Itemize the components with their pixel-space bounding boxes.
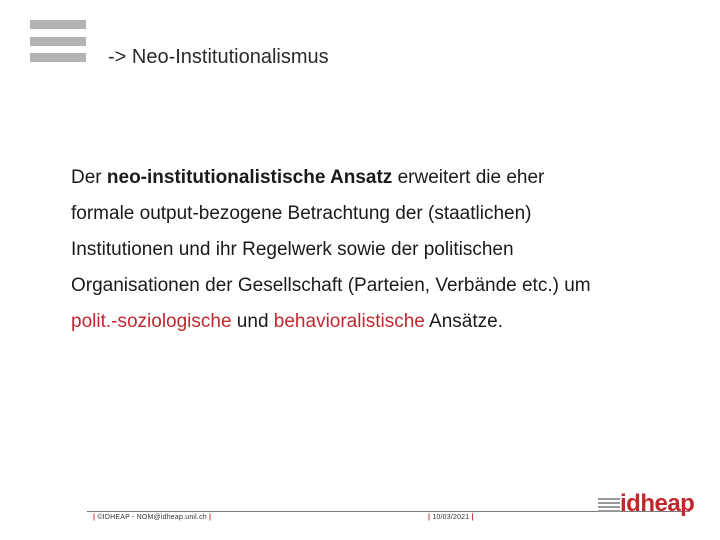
highlight-term: polit.-soziologische (71, 311, 232, 332)
logo-text: idheap (620, 490, 695, 517)
bar (30, 20, 86, 29)
bold-term: neo-institutionalistische Ansatz (106, 167, 393, 188)
text-span: Ansätze. (424, 311, 503, 332)
logo-lines-icon (598, 498, 620, 514)
pipe-separator: | (428, 514, 431, 521)
pipe-separator: | (471, 514, 474, 521)
body-line-4: Organisationen der Gesellschaft (Parteien, Verbände etc.) um (71, 275, 591, 296)
text-span: Der (71, 167, 107, 188)
idheap-logo (598, 490, 695, 524)
highlight-term: behavioralistische (273, 311, 425, 332)
text-span: erweitert die eher (392, 167, 545, 188)
bar (30, 37, 86, 46)
body-line-1 (71, 164, 691, 200)
footer-copyright (93, 514, 211, 521)
slide-title: -> Neo-Institutionalismus (108, 46, 329, 68)
decorative-bars (30, 20, 86, 70)
pipe-separator: | (93, 514, 96, 521)
body-line-2: formale output-bezogene Betrachtung der (staatlichen) (71, 203, 532, 224)
pipe-separator: | (209, 514, 212, 521)
body-line-3: Institutionen und ihr Regelwerk sowie der politischen (71, 239, 514, 260)
body-text (71, 164, 691, 344)
footer-email: ©IDHEAP - NOM@idheap.unil.ch (95, 514, 210, 521)
footer-date (428, 514, 474, 521)
date-text: 10/03/2021 (430, 514, 472, 521)
text-span: und (231, 311, 274, 332)
bar (30, 53, 86, 62)
body-line-5 (71, 308, 691, 344)
